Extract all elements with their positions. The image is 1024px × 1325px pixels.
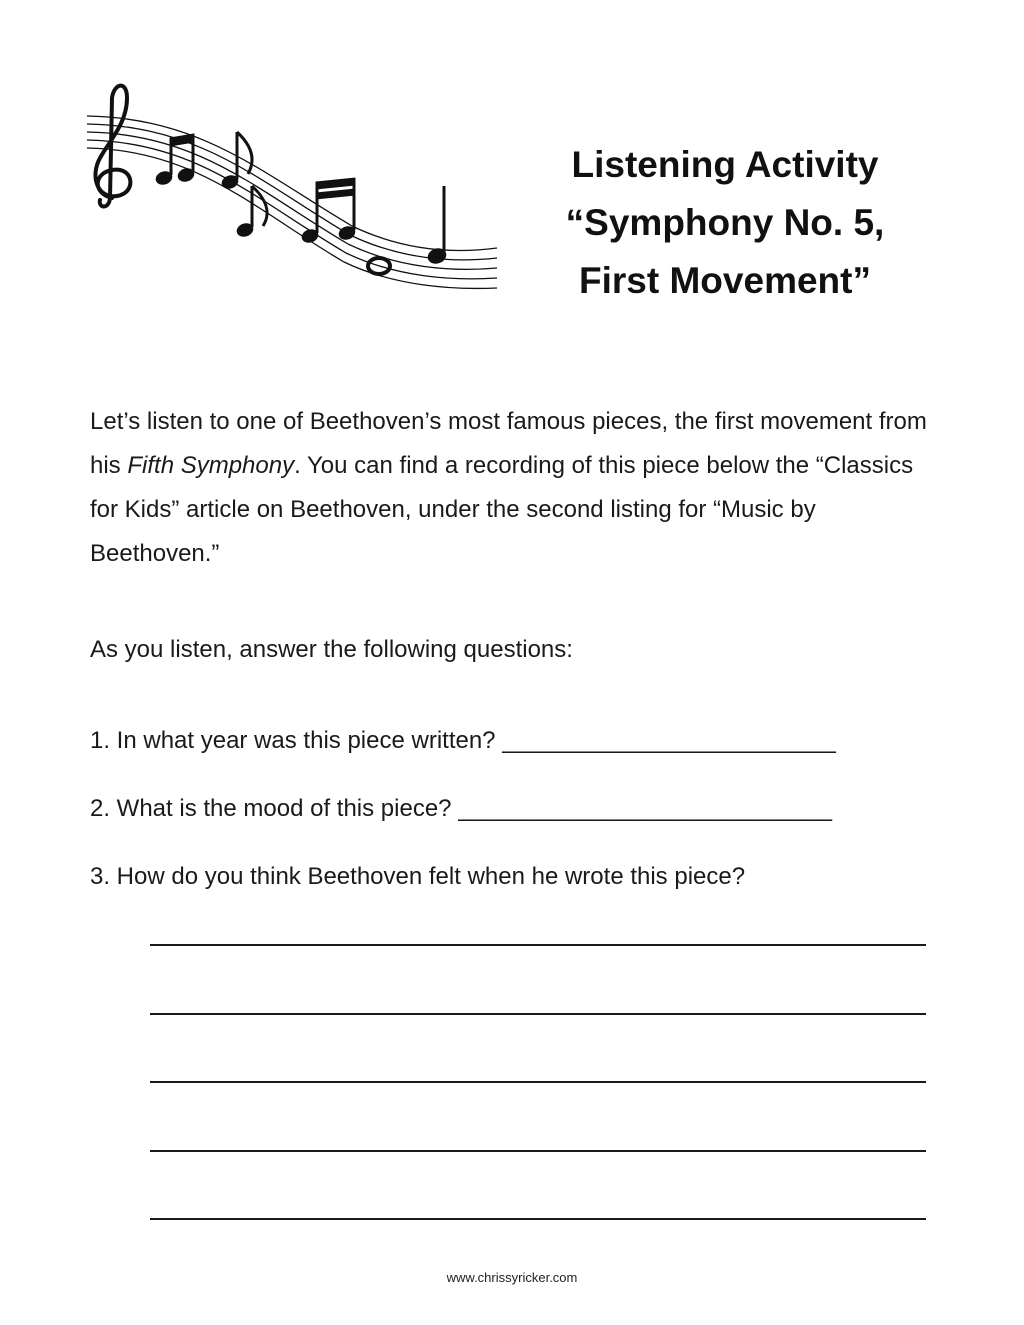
intro-paragraph xyxy=(90,400,940,576)
answer-line[interactable] xyxy=(150,944,926,946)
intro-text-start: Let’s listen to one of Beethoven’s most famous pieces, the first movement from his xyxy=(90,408,927,479)
answer-line[interactable] xyxy=(150,1150,926,1152)
question-1[interactable]: 1. In what year was this piece written? _________________________ xyxy=(90,727,836,754)
answer-line[interactable] xyxy=(150,1081,926,1083)
intro-text-end: . You can find a recording of this piece below the “Classics for Kids” article on Beethoven, under the second listing for “Music by Beethoven.” xyxy=(90,452,914,567)
title-line-3: First Movement” xyxy=(579,260,871,301)
title-line-2: “Symphony No. 5, xyxy=(565,202,885,243)
instructions-text: As you listen, answer the following questions: xyxy=(90,636,573,663)
footer-website: www.chrissyricker.com xyxy=(446,1270,578,1285)
question-2[interactable]: 2. What is the mood of this piece? ____________________________ xyxy=(90,795,832,822)
title-line-1: Listening Activity xyxy=(571,144,879,185)
music-staff-notes-icon xyxy=(82,78,502,293)
question-3: 3. How do you think Beethoven felt when he wrote this piece? xyxy=(90,863,746,890)
intro-emphasis: Fifth Symphony xyxy=(127,452,295,479)
page-title xyxy=(520,136,930,310)
answer-line[interactable] xyxy=(150,1013,926,1015)
answer-line[interactable] xyxy=(150,1218,926,1220)
